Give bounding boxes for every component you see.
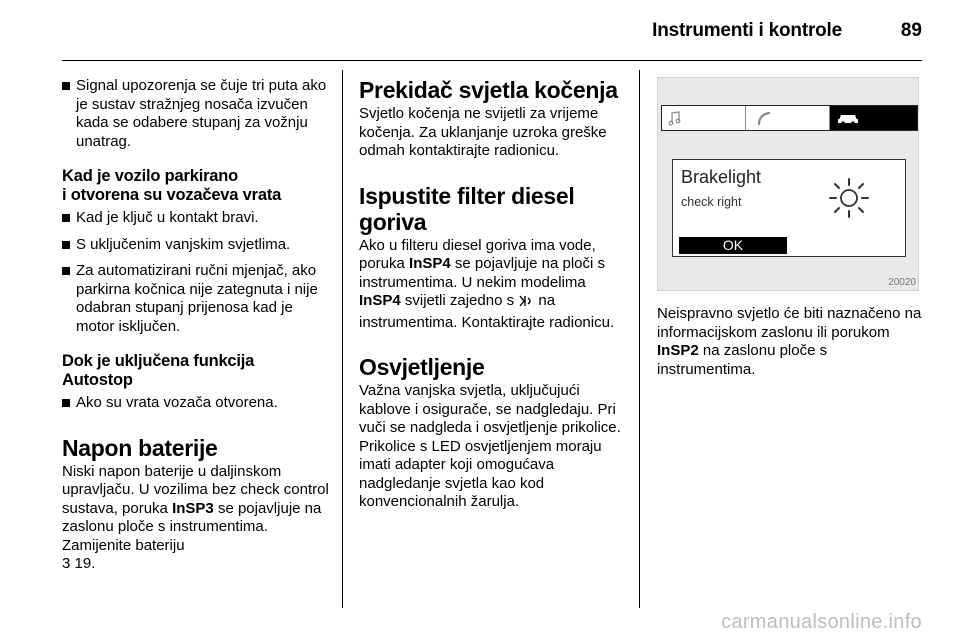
display-tab-phone — [746, 106, 830, 130]
page-reference-link[interactable]: 3 19. — [62, 555, 96, 572]
display-illustration — [657, 77, 919, 291]
message-code: InSP4 — [409, 255, 451, 272]
page-title: Instrumenti i kontrole — [652, 20, 842, 41]
display-ok-button: OK — [679, 237, 787, 254]
column-3 — [657, 77, 922, 379]
list-item: Signal upozorenja se čuje tri puta ako je sustav stražnjeg nosača izvučen kada se odabere stupanj za vožnju unatrag. — [62, 77, 330, 151]
paragraph-brake: Svjetlo kočenja ne svijetli za vrijeme kočenja. Za uklanjanje uzroka greške odmah kontaktirajte radionicu. — [359, 105, 607, 159]
column-divider-2 — [639, 70, 640, 608]
heading-diesel-filter: Ispustite filter diesel goriva — [359, 182, 575, 235]
display-tab-bar — [661, 105, 918, 131]
paragraph-diesel: Ako u filteru diesel goriva ima vode, poruka InSP4 se pojavljuje na ploči s instrumentima. U nekim modelima InSP4 svijetli zajedno s na instrumentima. Kontaktirajte radionicu. — [359, 236, 615, 331]
column-divider-1 — [342, 70, 343, 608]
column-1 — [62, 77, 330, 574]
page-number: 89 — [900, 20, 922, 41]
page-header — [0, 0, 960, 60]
heading-lighting: Osvjetljenje — [359, 354, 485, 380]
display-message-subtitle: check right — [681, 195, 742, 209]
bulb-warning-icon — [825, 174, 873, 222]
figure-number: 20020 — [888, 277, 916, 288]
paragraph-faulty-light: Neispravno svjetlo će biti naznačeno na informacijskom zaslonu ili porukom InSP2 na zaslonu ploče s instrumentima. — [657, 305, 922, 378]
car-icon — [837, 111, 859, 125]
list-item: Ako su vrata vozača otvorena. — [62, 394, 330, 413]
header-rule — [62, 60, 922, 61]
list-item: Kad je ključ u kontakt bravi. — [62, 209, 330, 228]
heading-battery: Napon baterije — [62, 434, 218, 461]
heading-brake-switch: Prekidač svjetla kočenja — [359, 77, 618, 103]
display-tab-audio — [662, 106, 746, 130]
display-message-panel — [672, 159, 906, 257]
paragraph-battery: Niski napon baterije u daljinskom upravljaču. U vozilima bez check control sustava, poruka InSP3 se pojavljuje na zaslonu ploče s instrumentima. Zamijenite bateriju 3 19. — [62, 462, 329, 572]
section-heading-parked: Kad je vozilo parkirano i otvorena su vozačeva vrata — [62, 167, 282, 204]
message-code: InSP2 — [657, 342, 699, 359]
paragraph-lighting: Važna vanjska svjetla, uključujući kablove i osigurače, se nadgledaju. Pri vuči se nadgleda i osvjetljenje prikolice. Prikolice s LED osvjetljenjem moraju imati adapter koji omogućava nadgledanje svjetla kao kod konvencionalnih žarulja. — [359, 382, 621, 510]
list-item: Za automatizirani ručni mjenjač, ako parkirna kočnica nije zategnuta i nije odabran stupanj prijenosa kad je motor isključen. — [62, 262, 330, 336]
section-heading-autostop: Dok je uključena funkcija Autostop — [62, 352, 255, 389]
message-code: InSP4 — [359, 292, 401, 309]
display-tab-vehicle — [830, 106, 917, 130]
phone-handset-icon — [756, 110, 772, 126]
list-item: S uključenim vanjskim svjetlima. — [62, 236, 330, 255]
watermark: carmanualsonline.info — [721, 611, 922, 633]
music-note-icon — [668, 110, 682, 126]
message-code: InSP3 — [172, 499, 214, 517]
engine-warning-icon — [518, 294, 534, 314]
display-message-title: Brakelight — [681, 167, 762, 187]
column-2 — [359, 77, 629, 512]
